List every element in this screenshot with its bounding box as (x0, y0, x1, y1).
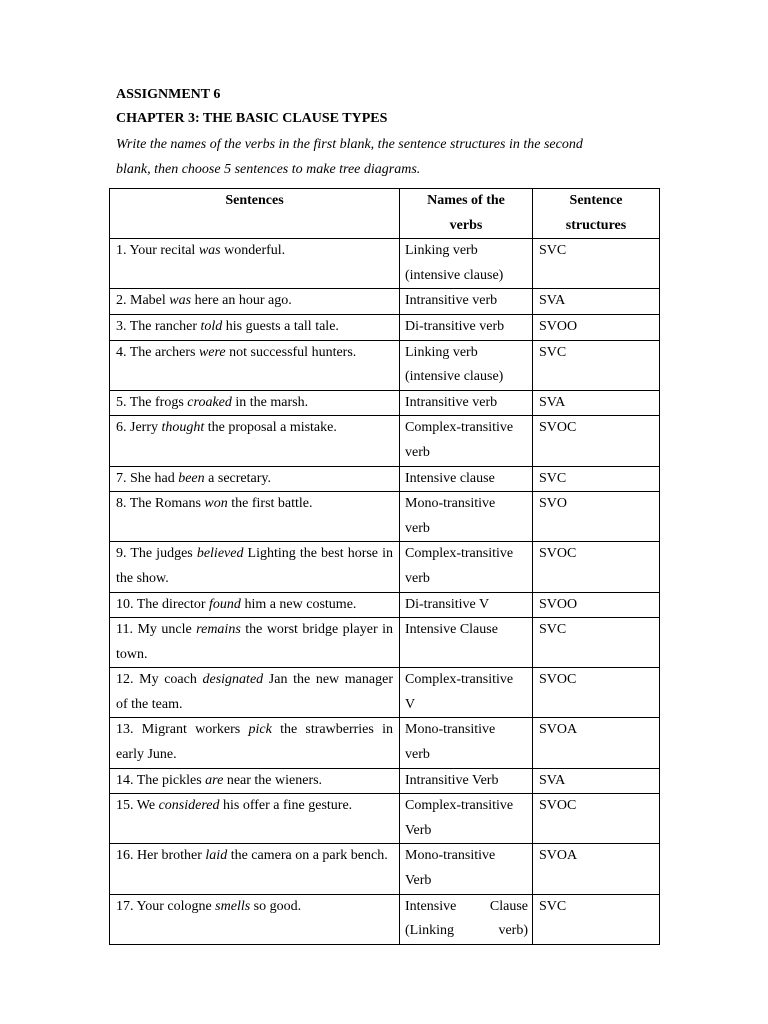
verb-name-line: Verb (405, 873, 432, 889)
sentence-text: 3. The rancher (116, 318, 201, 334)
sentence-text: 2. Mabel (116, 293, 170, 309)
header-sentence-structures: Sentence structures (533, 189, 660, 239)
verb-name-line: Intensive Clause (405, 898, 528, 914)
verb-name-line: Di-transitive verb (405, 318, 505, 334)
sentence-text: 6. Jerry (116, 420, 162, 436)
sentence-text: 17. Your cologne (116, 898, 216, 914)
verb-name-line: Verb (405, 822, 432, 838)
verb-name-line: verb (405, 747, 430, 763)
table-row (110, 416, 660, 466)
verb-name-cell (400, 492, 533, 542)
sentence-cell (110, 794, 400, 844)
italic-verb: were (198, 344, 226, 360)
sentence-cell (110, 668, 400, 718)
sentence-text: in the marsh. (231, 394, 309, 410)
italic-verb: was (198, 243, 221, 259)
sentence-text: the worst bridge player in town. (116, 622, 393, 662)
verb-name-cell (400, 466, 533, 492)
sentence-cell (110, 340, 400, 390)
verb-name-line: Linking verb (405, 344, 478, 360)
sentence-text: the first battle. (227, 496, 313, 512)
italic-verb: are (205, 772, 224, 788)
sentence-cell (110, 844, 400, 894)
sentence-cell (110, 466, 400, 492)
header-sentences: Sentences (110, 189, 400, 239)
verb-name-cell (400, 289, 533, 315)
italic-verb: pick (248, 722, 272, 738)
structure-cell: SVOO (533, 592, 660, 618)
italic-verb: believed (196, 546, 244, 562)
verb-name-line: verb (405, 444, 430, 460)
italic-verb: won (204, 496, 228, 512)
verb-name-cell (400, 718, 533, 768)
sentence-text: so good. (250, 898, 302, 914)
verb-name-line: Intransitive verb (405, 293, 498, 309)
chapter-title: CHAPTER 3: THE BASIC CLAUSE TYPES (116, 111, 388, 126)
table-row (110, 390, 660, 416)
sentence-cell (110, 416, 400, 466)
sentence-text: 1. Your recital (116, 243, 199, 259)
table-row (110, 618, 660, 668)
sentence-text: 4. The archers (116, 344, 199, 360)
sentence-cell (110, 314, 400, 340)
structure-cell: SVOA (533, 718, 660, 768)
sentence-text: 8. The Romans (116, 496, 205, 512)
sentence-cell (110, 768, 400, 794)
verb-name-line: Complex-transitive (405, 546, 514, 562)
sentence-text: not successful hunters. (225, 344, 357, 360)
sentence-text: the strawberries in early June. (116, 722, 393, 763)
sentence-text: 7. She had (116, 470, 179, 486)
verb-name-line: Mono-transitive (405, 496, 496, 512)
sentence-text: his guests a tall tale. (222, 318, 339, 334)
verb-name-cell (400, 668, 533, 718)
italic-verb: laid (205, 848, 228, 864)
sentence-cell (110, 492, 400, 542)
structure-cell: SVC (533, 466, 660, 492)
structure-cell: SVA (533, 289, 660, 315)
assignment-title: ASSIGNMENT 6 (116, 87, 221, 102)
italic-verb: was (169, 293, 192, 309)
verb-name-cell (400, 768, 533, 794)
verb-name-line: Complex-transitive (405, 798, 514, 814)
sentence-text: Jan the new manager of the team. (116, 672, 393, 712)
structure-cell: SVOC (533, 668, 660, 718)
table-row (110, 718, 660, 768)
sentence-text: the proposal a mistake. (204, 420, 337, 436)
structure-cell: SVOC (533, 416, 660, 466)
verb-name-line: Intransitive verb (405, 394, 498, 410)
verb-name-cell (400, 340, 533, 390)
sentence-text: 14. The pickles (116, 772, 206, 788)
verb-name-cell (400, 618, 533, 668)
table-row (110, 592, 660, 618)
verb-name-line: Intensive clause (405, 470, 495, 486)
sentence-cell (110, 390, 400, 416)
table-row (110, 668, 660, 718)
structure-cell: SVA (533, 390, 660, 416)
verb-name-line: (intensive clause) (405, 369, 504, 385)
structure-cell: SVOC (533, 542, 660, 592)
italic-verb: thought (161, 420, 205, 436)
sentence-cell (110, 894, 400, 944)
verb-name-line: (intensive clause) (405, 267, 504, 283)
sentence-cell (110, 289, 400, 315)
italic-verb: considered (158, 798, 220, 814)
italic-verb: remains (196, 622, 241, 638)
verb-name-cell (400, 794, 533, 844)
table-row (110, 492, 660, 542)
structure-cell: SVOA (533, 844, 660, 894)
structure-cell: SVOO (533, 314, 660, 340)
clause-types-table (109, 188, 660, 945)
sentence-text: a secretary. (204, 470, 271, 486)
instruction-line-2: blank, then choose 5 sentences to make tree diagrams. (116, 162, 421, 177)
header-verb-names: Names of the verbs (400, 189, 533, 239)
table-row (110, 894, 660, 944)
sentence-text: 16. Her brother (116, 848, 206, 864)
sentence-text: 5. The frogs (116, 394, 188, 410)
sentence-cell (110, 239, 400, 289)
sentence-text: 15. We (116, 798, 159, 814)
italic-verb: croaked (187, 394, 232, 410)
verb-name-line: verb (405, 520, 430, 536)
structure-cell: SVC (533, 618, 660, 668)
verb-name-line: Complex-transitive (405, 672, 514, 688)
table-row (110, 768, 660, 794)
instruction-line-1: Write the names of the verbs in the first blank, the sentence structures in the second (116, 137, 583, 152)
structure-cell: SVC (533, 894, 660, 944)
italic-verb: smells (215, 898, 251, 914)
structure-cell: SVC (533, 239, 660, 289)
sentence-text: 13. Migrant workers (116, 722, 249, 738)
italic-verb: told (200, 318, 223, 334)
structure-cell: SVO (533, 492, 660, 542)
verb-name-line: Di-transitive V (405, 596, 490, 612)
table-row (110, 844, 660, 894)
verb-name-cell (400, 542, 533, 592)
verb-name-cell (400, 894, 533, 944)
sentence-text: his offer a fine gesture. (219, 798, 353, 814)
table-body (110, 239, 660, 945)
italic-verb: found (209, 596, 241, 612)
verb-name-line: Intensive Clause (405, 622, 498, 638)
table-row (110, 340, 660, 390)
verb-name-line: Complex-transitive (405, 420, 514, 436)
table-row (110, 466, 660, 492)
sentence-cell (110, 718, 400, 768)
verb-name-cell (400, 314, 533, 340)
sentence-text: here an hour ago. (191, 293, 292, 309)
verb-name-line: (Linking verb) (405, 923, 528, 939)
table-row (110, 794, 660, 844)
table-row (110, 289, 660, 315)
verb-name-line: V (405, 696, 416, 712)
sentence-text: Lighting the best horse in the show. (116, 546, 393, 586)
sentence-text: 9. The judges (116, 546, 197, 562)
sentence-text: near the wieners. (223, 772, 323, 788)
verb-name-cell (400, 416, 533, 466)
verb-name-cell (400, 844, 533, 894)
table-header-row (110, 189, 660, 239)
sentence-cell (110, 592, 400, 618)
verb-name-line: Mono-transitive (405, 722, 496, 738)
sentence-text: him a new costume. (240, 596, 357, 612)
sentence-text: 12. My coach (116, 672, 203, 688)
verb-name-line: Intransitive Verb (405, 772, 499, 788)
verb-name-cell (400, 592, 533, 618)
verb-name-cell (400, 390, 533, 416)
verb-name-cell (400, 239, 533, 289)
table-row (110, 314, 660, 340)
table-row (110, 239, 660, 289)
sentence-text: the camera on a park bench. (227, 848, 388, 864)
verb-name-line: verb (405, 570, 430, 586)
structure-cell: SVA (533, 768, 660, 794)
verb-name-line: Mono-transitive (405, 848, 496, 864)
table-row (110, 542, 660, 592)
italic-verb: been (178, 470, 205, 486)
sentence-cell (110, 618, 400, 668)
structure-cell: SVOC (533, 794, 660, 844)
structure-cell: SVC (533, 340, 660, 390)
sentence-cell (110, 542, 400, 592)
verb-name-line: Linking verb (405, 243, 478, 259)
sentence-text: wonderful. (220, 243, 286, 259)
sentence-text: 10. The director (116, 596, 210, 612)
italic-verb: designated (202, 672, 264, 688)
sentence-text: 11. My uncle (116, 622, 197, 638)
